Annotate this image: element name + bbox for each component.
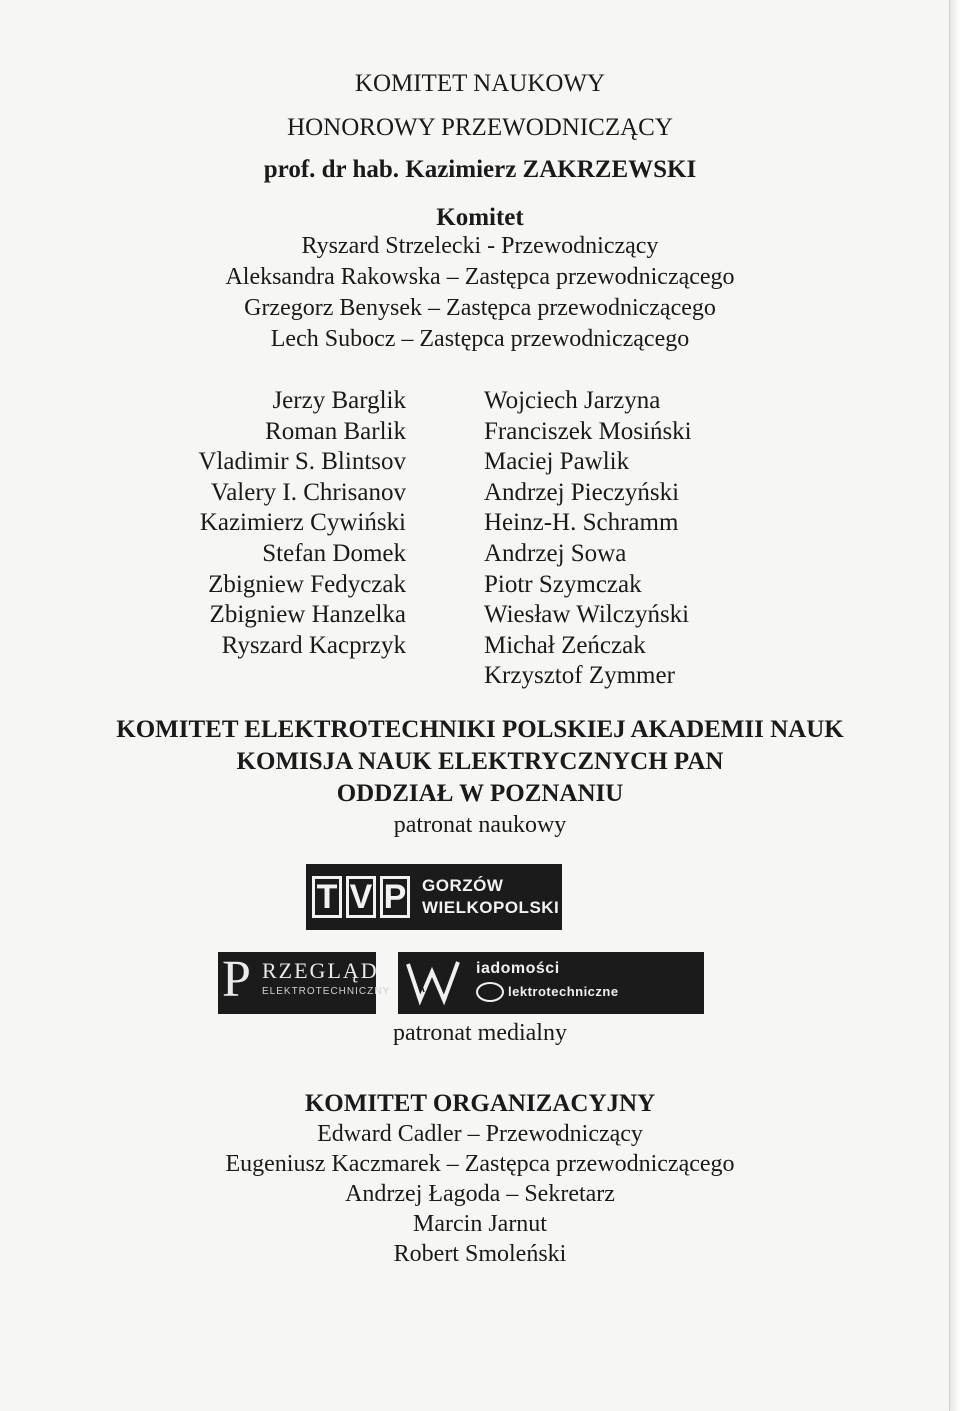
officer-chair: Ryszard Strzelecki - Przewodniczący: [301, 233, 659, 259]
officer-line: [0, 295, 960, 322]
officer-line: [0, 264, 960, 291]
organizer-line: [0, 1121, 960, 1148]
wiadomosci-elektrotechniczne-logo: [398, 952, 704, 1014]
tvp-letter-p: P: [380, 876, 410, 918]
member-name: Kazimierz Cywiński: [199, 509, 406, 537]
organizing-committee-heading-text: KOMITET ORGANIZACYJNY: [304, 1090, 656, 1117]
member-name: Andrzej Pieczyński: [484, 478, 680, 506]
tvp-region-text: [422, 875, 559, 919]
member-name: Stefan Domek: [262, 539, 406, 567]
tvp-letter-v: V: [346, 876, 376, 918]
members-left-column: [150, 386, 406, 661]
member-name: Maciej Pawlik: [484, 448, 630, 476]
member-name: Jerzy Barglik: [272, 387, 406, 414]
honorary-chair-title-text: HONOROWY PRZEWODNICZĄCY: [287, 114, 673, 141]
organizer-deputy: Eugeniusz Kaczmarek – Zastępca przewodniczącego: [225, 1151, 735, 1177]
officer-line: [0, 233, 960, 260]
pe-word: RZEGLĄD: [262, 958, 379, 983]
we-line-2: lektrotechniczne: [508, 984, 619, 999]
patron-line-3-text: ODDZIAŁ W POZNANIU: [336, 780, 624, 807]
organizer-chair: Edward Cadler – Przewodniczący: [317, 1121, 643, 1147]
we-line-1: iadomości: [476, 960, 560, 977]
media-patronage-label: [0, 1020, 960, 1047]
member-name: Roman Barlik: [265, 417, 406, 445]
member-name: Piotr Szymczak: [484, 570, 642, 598]
member-name: Valery I. Chrisanov: [210, 478, 406, 506]
member-name: Zbigniew Fedyczak: [208, 570, 406, 598]
member-name: Andrzej Sowa: [484, 539, 627, 567]
media-patronage-label-text: patronat medialny: [393, 1020, 567, 1046]
scientific-patronage-label-text: patronat naukowy: [393, 812, 567, 838]
tvp-region-line-1: GORZÓW: [422, 876, 504, 895]
committee-label-text: Komitet: [436, 204, 524, 231]
honorary-chair-title: [0, 114, 960, 142]
member-name: Ryszard Kacprzyk: [221, 631, 406, 659]
organizer-member: Robert Smoleński: [393, 1241, 567, 1267]
member-name: Heinz-H. Schramm: [484, 509, 679, 537]
officer-deputy-3: Lech Subocz – Zastępca przewodniczącego: [270, 326, 690, 352]
we-e-icon: [476, 982, 504, 1002]
scientific-committee-heading-text: KOMITET NAUKOWY: [354, 70, 606, 97]
committee-label: [0, 204, 960, 232]
patron-line-2-text: KOMISJA NAUK ELEKTRYCZNYCH PAN: [236, 748, 724, 775]
pe-subtitle: ELEKTROTECHNICZNY: [262, 986, 391, 997]
scientific-patronage-label: [0, 812, 960, 839]
member-name: Michał Zeńczak: [484, 631, 646, 659]
member-name: Krzysztof Zymmer: [484, 662, 675, 690]
member-name: Wiesław Wilczyński: [484, 601, 690, 629]
patron-line-1-text: KOMITET ELEKTROTECHNIKI POLSKIEJ AKADEMII NAUK: [116, 716, 844, 743]
organizer-member: Marcin Jarnut: [413, 1211, 547, 1237]
patron-line-1: [0, 716, 960, 744]
officer-line: [0, 326, 960, 353]
officer-deputy-2: Grzegorz Benysek – Zastępca przewodniczącego: [244, 295, 716, 321]
scientific-committee-heading: [0, 70, 960, 98]
patron-line-3: [0, 780, 960, 808]
honorary-chair-name-text: prof. dr hab. Kazimierz ZAKRZEWSKI: [263, 156, 697, 183]
organizer-line: [0, 1181, 960, 1208]
member-name: Zbigniew Hanzelka: [209, 601, 406, 629]
member-name: Wojciech Jarzyna: [484, 387, 661, 414]
member-name: Franciszek Mosiński: [484, 417, 692, 445]
honorary-chair-name: [0, 156, 960, 184]
pe-initial: P: [222, 951, 251, 1008]
organizer-line: [0, 1211, 960, 1238]
tvp-letter-t: T: [312, 876, 342, 918]
officer-deputy-1: Aleksandra Rakowska – Zastępca przewodniczącego: [225, 264, 735, 290]
tvp-region-line-2: WIELKOPOLSKI: [422, 898, 560, 917]
organizing-committee-heading: [0, 1090, 960, 1118]
organizer-secretary: Andrzej Łagoda – Sekretarz: [345, 1181, 615, 1207]
organizer-line: [0, 1151, 960, 1178]
we-w-icon: [406, 958, 462, 1006]
tvp-gorzow-logo: [306, 864, 562, 930]
patron-line-2: [0, 748, 960, 776]
organizer-line: [0, 1241, 960, 1268]
member-name: Vladimir S. Blintsov: [198, 448, 406, 476]
members-right-column: [484, 386, 784, 692]
przeglad-elektrotechniczny-logo: [218, 951, 391, 1014]
